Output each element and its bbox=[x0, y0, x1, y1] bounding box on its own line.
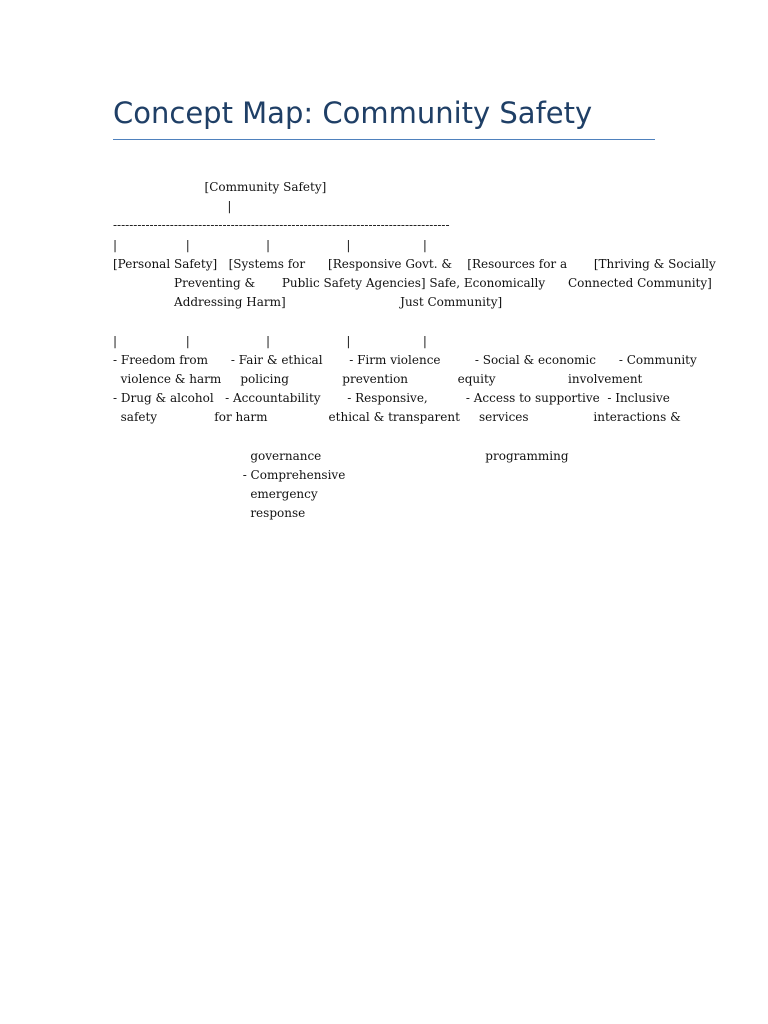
concept-map-line: response bbox=[113, 506, 306, 521]
concept-map-line bbox=[113, 312, 716, 331]
concept-map-line: violence & harm policing prevention equity involvement bbox=[113, 371, 643, 386]
concept-map-line: emergency bbox=[113, 487, 318, 501]
title-underline bbox=[113, 139, 655, 140]
concept-map-line: governance programming bbox=[113, 448, 569, 463]
concept-map-text bbox=[113, 178, 716, 523]
concept-map-line: | | | | | bbox=[113, 333, 427, 348]
concept-map-line: Addressing Harm] Just Community] bbox=[113, 295, 503, 310]
concept-map-line: | | | | | bbox=[113, 237, 427, 252]
concept-map-line: | bbox=[113, 199, 232, 214]
concept-map-line: Preventing & Public Safety Agencies] Safe, Economically Connected Community] bbox=[113, 275, 712, 290]
concept-map-line bbox=[113, 427, 716, 446]
page-title: Concept Map: Community Safety bbox=[113, 96, 593, 130]
concept-map-line: - Freedom from - Fair & ethical - Firm violence - Social & economic - Community bbox=[113, 352, 697, 367]
concept-map-line: [Personal Safety] [Systems for [Responsive Govt. & [Resources for a [Thriving & Socially bbox=[113, 256, 716, 271]
concept-map-line: [Community Safety] bbox=[113, 180, 327, 194]
concept-map-line: safety for harm ethical & transparent services interactions & bbox=[113, 410, 681, 425]
concept-map-line: - Drug & alcohol - Accountability - Responsive, - Access to supportive - Inclusive bbox=[113, 391, 670, 406]
concept-map-line: ----------------------------------------------------------------------------------- bbox=[113, 218, 450, 233]
concept-map-line: - Comprehensive bbox=[113, 467, 346, 482]
